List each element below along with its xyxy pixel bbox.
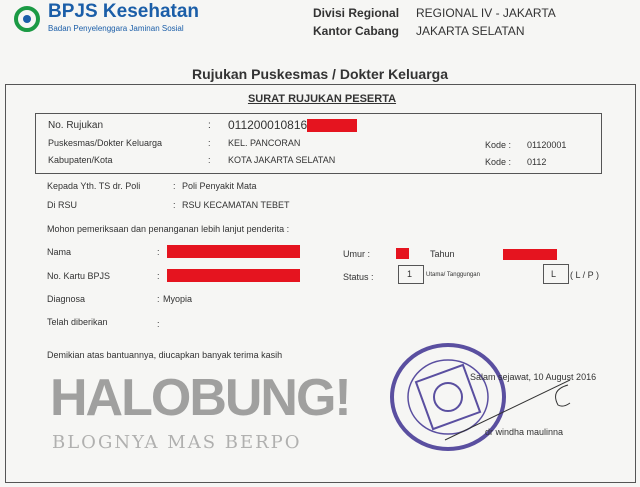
colon: :	[157, 247, 160, 257]
logo-name: BPJS Kesehatan	[48, 1, 200, 22]
colon: :	[208, 155, 211, 165]
diagnosa-value: Myopia	[163, 294, 193, 304]
kartu-label: No. Kartu BPJS	[47, 271, 111, 281]
bpjs-logo	[8, 1, 200, 36]
umur-label: Umur :	[343, 249, 370, 259]
diberikan-label: Telah diberikan	[47, 317, 108, 327]
diagnosa-label: Diagnosa	[47, 294, 86, 304]
colon: :	[157, 319, 160, 329]
watermark-sub: BLOGNYA MAS BERPO	[52, 432, 302, 453]
kota-kode: 0112	[527, 157, 547, 167]
puskesmas-kode-label: Kode :	[485, 140, 512, 150]
no-rujukan-label: No. Rujukan	[48, 120, 104, 131]
page-title: Rujukan Puskesmas / Dokter Keluarga	[192, 66, 448, 82]
nama-label: Nama	[47, 247, 72, 257]
puskesmas-kode: 01120001	[527, 140, 567, 150]
puskesmas-label: Puskesmas/Dokter Keluarga	[48, 138, 163, 148]
colon: :	[173, 181, 176, 191]
sex-note: ( L / P )	[570, 270, 600, 280]
status-note: Utama/ Tanggungan	[426, 272, 480, 278]
kantor-label: Kantor Cabang	[313, 24, 400, 38]
redacted-nama	[167, 245, 300, 258]
no-rujukan-value: 011200010816	[228, 118, 308, 132]
divisi-label: Divisi Regional	[313, 6, 400, 20]
kantor-value: JAKARTA SELATAN	[416, 24, 525, 38]
redacted-block	[307, 119, 357, 132]
redacted-kartu	[167, 269, 300, 282]
kota-kode-label: Kode :	[485, 157, 512, 167]
salam-date: Salam sejawat, 10 August 2016	[470, 372, 597, 382]
doctor-name: dr windha maulinna	[485, 427, 564, 437]
status-label: Status :	[343, 272, 374, 282]
kota-label: Kabupaten/Kota	[48, 155, 113, 165]
sex-value: L	[551, 269, 557, 279]
document-subtitle: SURAT RUJUKAN PESERTA	[247, 93, 397, 105]
rsu-label: Di RSU	[47, 200, 78, 210]
closing-text: Demikian atas bantuannya, diucapkan banyak terima kasih	[47, 350, 283, 360]
signature	[440, 370, 580, 450]
colon: :	[157, 271, 160, 281]
puskesmas-value: KEL. PANCORAN	[228, 138, 301, 148]
kepada-value: Poli Penyakit Mata	[182, 181, 257, 191]
divisi-value: REGIONAL IV - JAKARTA	[416, 6, 556, 20]
redacted-tahun	[503, 249, 557, 260]
rsu-value: RSU KECAMATAN TEBET	[182, 200, 290, 210]
status-value: 1	[407, 269, 413, 279]
bpjs-logo-icon	[12, 4, 42, 34]
colon: :	[157, 294, 160, 304]
redacted-umur	[396, 248, 409, 259]
tahun-label: Tahun	[430, 249, 455, 259]
kota-value: KOTA JAKARTA SELATAN	[228, 155, 336, 165]
colon: :	[173, 200, 176, 210]
watermark-main: HALOBUNG!	[50, 369, 350, 427]
logo-tagline: Badan Penyelenggara Jaminan Sosial	[48, 24, 184, 33]
kepada-label: Kepada Yth. TS dr. Poli	[47, 181, 141, 191]
colon: :	[208, 138, 211, 148]
mohon-text: Mohon pemeriksaan dan penanganan lebih lanjut penderita :	[47, 224, 290, 234]
colon: :	[208, 120, 211, 131]
